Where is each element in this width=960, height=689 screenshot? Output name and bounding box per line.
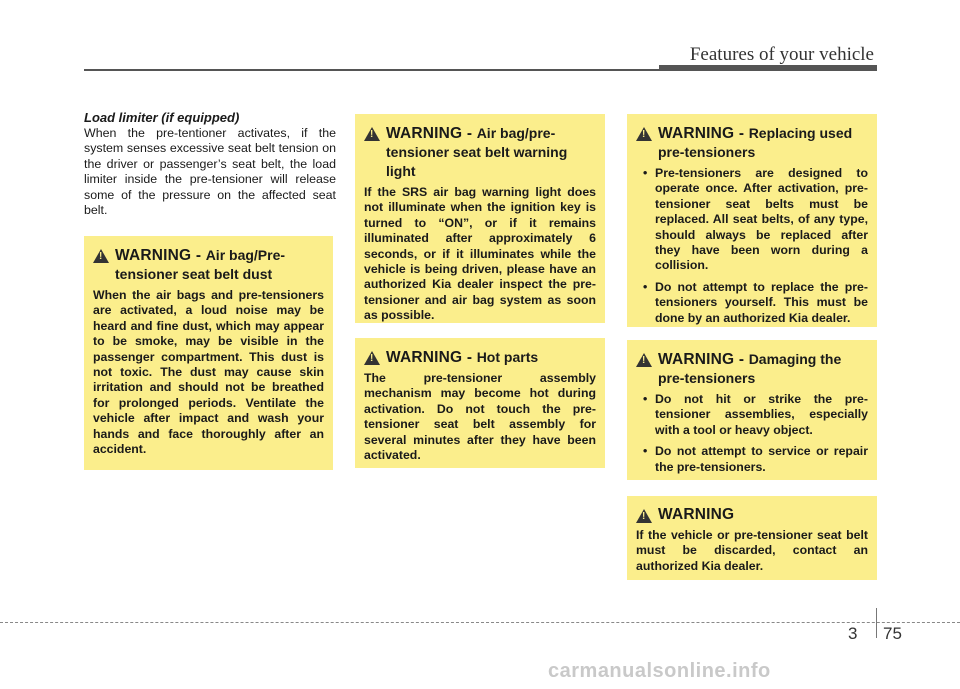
page-separator xyxy=(876,608,877,638)
section-title: Features of your vehicle xyxy=(689,44,874,65)
warning-dust-title xyxy=(93,246,324,284)
warning-discard-title xyxy=(636,506,868,524)
warning-triangle-icon xyxy=(636,353,652,367)
warning-damaging-title xyxy=(636,350,868,388)
warning-dust-body: When the air bags and pre-tensioners are activated, a loud noise may be heard and fine dust, which may appear to be smoke, may be visible in the passenger compartment. This dust is not toxic. The dust may cause skin irritation and should not be breathed for prolonged periods. Ventilate the vehicle after impact and wash your hands and face thoroughly after an accident. xyxy=(93,288,324,457)
load-limiter-heading: Load limiter (if equipped) xyxy=(84,110,240,125)
warning-light-box xyxy=(355,114,605,323)
footer-rule xyxy=(0,622,960,623)
load-limiter-section xyxy=(84,110,336,218)
header-bar xyxy=(659,65,877,71)
watermark: carmanualsonline.info xyxy=(548,660,771,682)
warning-label: WARNING - xyxy=(386,125,477,142)
warning-hot-body: The pre-tensioner assembly mechanism may become hot during activation. Do not touch the pre-tensioner seat belt assembly for several minutes after they have been activated. xyxy=(364,371,596,463)
warning-label: WARNING - xyxy=(658,125,749,142)
header-rule xyxy=(84,69,659,71)
list-item: • Pre-tensioners are designed to operate once. After activation, pre-tensioner seat belts must be replaced. All seat belts, of any type, should always be replaced after they have been worn during a collision. xyxy=(636,166,868,274)
warning-discard-box xyxy=(627,496,877,580)
warning-damaging-box xyxy=(627,340,877,480)
warning-hot-subtitle: Hot parts xyxy=(476,349,539,365)
warning-replacing-list xyxy=(636,166,868,326)
warning-triangle-icon xyxy=(364,351,380,365)
list-item: • Do not attempt to service or repair the pre-tensioners. xyxy=(636,444,868,475)
warning-replacing-box xyxy=(627,114,877,327)
section-number: 3 xyxy=(848,624,858,643)
warning-label: WARNING - xyxy=(386,349,477,366)
list-item: • Do not hit or strike the pre-tensioner assemblies, especially with a tool or heavy object. xyxy=(636,392,868,438)
warning-replacing-title xyxy=(636,124,868,162)
warning-light-title xyxy=(364,124,596,181)
warning-hot-box xyxy=(355,338,605,468)
warning-damaging-list xyxy=(636,392,868,475)
warning-hot-title xyxy=(364,348,596,367)
warning-dust-subtitle: Air bag/Pre-tensioner seat belt dust xyxy=(115,247,286,282)
warning-label: WARNING xyxy=(658,506,735,523)
warning-light-subtitle: Air bag/pre-tensioner seat belt warning light xyxy=(386,125,568,179)
warning-label: WARNING - xyxy=(115,247,206,264)
warning-damaging-subtitle: Damaging the pre-tensioners xyxy=(658,351,842,386)
warning-dust-box xyxy=(84,236,333,470)
warning-light-body: If the SRS air bag warning light does not illuminate when the ignition key is turned to “ON”, or if it remains illuminated after approximately 6 seconds, or if it illuminates while the vehicle is being driven, please have an authorized Kia dealer inspect the pre-tensioner and air bag system as soon as possible. xyxy=(364,185,596,323)
warning-triangle-icon xyxy=(93,249,109,263)
warning-discard-body: If the vehicle or pre-tensioner seat belt must be discarded, contact an authorized Kia dealer. xyxy=(636,528,868,573)
warning-replacing-subtitle: Replacing used pre-tensioners xyxy=(658,125,853,160)
page-number: 75 xyxy=(883,624,902,643)
warning-triangle-icon xyxy=(636,509,652,523)
warning-label: WARNING - xyxy=(658,351,749,368)
warning-triangle-icon xyxy=(364,127,380,141)
warning-triangle-icon xyxy=(636,127,652,141)
load-limiter-text: When the pre-tentioner activates, if the system senses excessive seat belt tension on the driver or passenger’s seat belt, the load limiter inside the pre-tensioner will release some of the pressure on the affected seat belt. xyxy=(84,126,336,218)
list-item: • Do not attempt to replace the pre-tensioners yourself. This must be done by an authorized Kia dealer. xyxy=(636,280,868,326)
